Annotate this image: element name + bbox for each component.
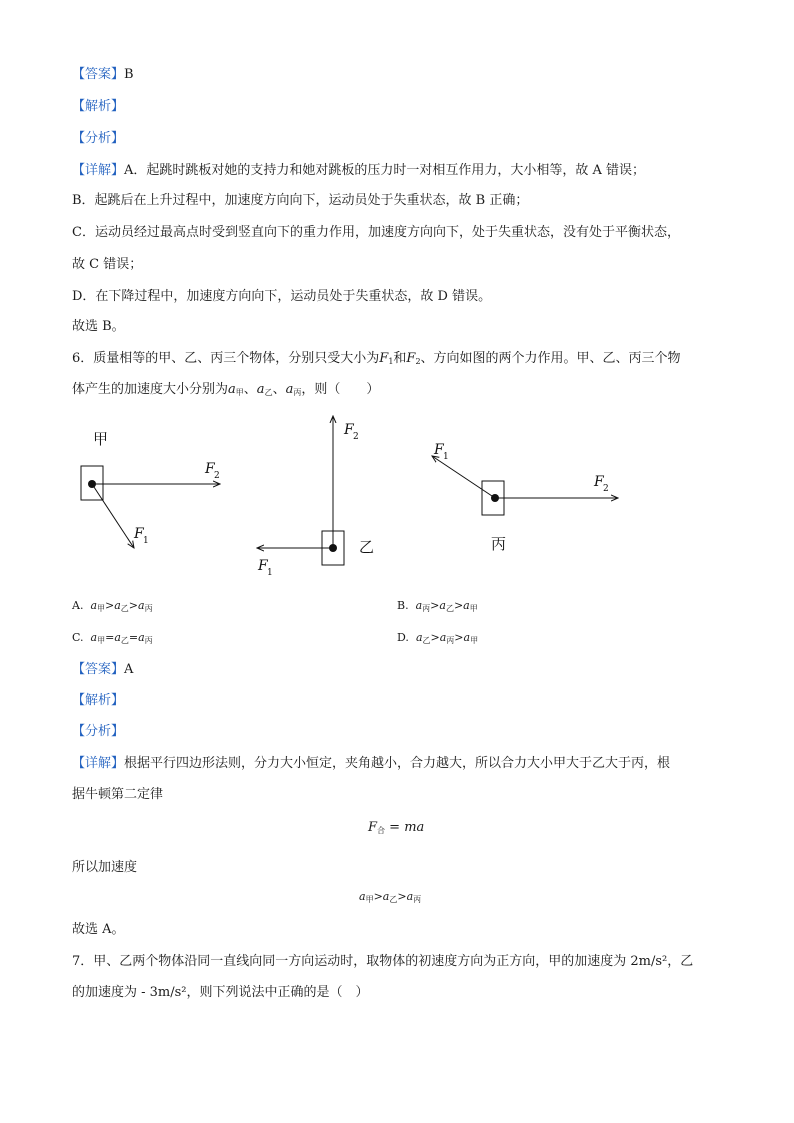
q6-answer-line: 【答案】A	[72, 662, 134, 677]
q5-line-c1: C．运动员经过最高点时受到竖直向下的重力作用，加速度方向向下，处于失重状态，没有处于平衡状态，	[72, 225, 680, 240]
q6-conclusion: 故选 A。	[72, 922, 125, 937]
label-jia: 甲	[93, 430, 109, 448]
option-d: D. $a_乙>a_丙>a_甲$	[397, 631, 479, 645]
detail-tag: 【详解】	[72, 163, 125, 178]
q7-stem-2: 的加速度为 - 3m/s²，则下列说法中正确的是（ ）	[72, 985, 369, 1000]
option-c: C. $a_甲=a_乙=a_丙$	[72, 631, 153, 645]
q6-stem-line2: 体产生的加速度大小分别为$a_甲$、$a_乙$、$a_丙$，则（ ）	[72, 382, 380, 397]
svg-text:1: 1	[267, 568, 273, 578]
q7-stem-1: 7．甲、乙两个物体沿同一直线向同一方向运动时，取物体的初速度方向为正方向，甲的加速度为 2m/s²，乙	[72, 954, 694, 969]
svg-text:F: F	[134, 526, 144, 542]
svg-text:1: 1	[443, 452, 449, 462]
formula-newton: $F_合$ = ma	[368, 820, 425, 835]
q5-line-b: B．起跳后在上升过程中，加速度方向向下，运动员处于失重状态，故 B 正确；	[72, 193, 529, 208]
q5-line-c2: 故 C 错误；	[72, 257, 143, 272]
svg-text:F: F	[258, 558, 268, 574]
answer-tag: 【答案】	[72, 67, 125, 82]
arrow-bing-f1	[432, 456, 495, 498]
q6-fenxi-tag: 【分析】	[72, 724, 125, 739]
q5-line-d: D．在下降过程中，加速度方向向下，运动员处于失重状态，故 D 错误。	[72, 289, 492, 304]
svg-text:F: F	[344, 422, 354, 438]
svg-text:2: 2	[353, 432, 359, 442]
answer-value: B	[124, 67, 134, 82]
option-a: A. $a_甲>a_乙>a_丙$	[72, 599, 153, 613]
arrow-jia-f1	[92, 484, 134, 548]
svg-text:2: 2	[214, 471, 220, 481]
option-b: B. $a_丙>a_乙>a_甲$	[397, 599, 478, 613]
q6-analysis-tag: 【解析】	[72, 693, 125, 708]
q5-answer-line	[72, 66, 134, 84]
q6-detail-1: 【详解】根据平行四边形法则，分力大小恒定，夹角越小，合力越大，所以合力大小甲大于乙大于丙，根	[72, 756, 671, 771]
force-diagram	[0, 400, 794, 590]
q5-detail-a: 【详解】A．起跳时跳板对她的支持力和她对跳板的压力时一对相互作用力，大小相等，故 A 错误；	[72, 163, 646, 178]
svg-text:F: F	[594, 474, 604, 490]
svg-text:2: 2	[603, 484, 609, 494]
formula-accel: $a_甲>a_乙>a_丙$	[359, 890, 422, 904]
q6-detail-2: 据牛顿第二定律	[72, 787, 164, 802]
q5-conclusion: 故选 B。	[72, 319, 125, 334]
label-yi: 乙	[359, 538, 375, 556]
label-bing: 丙	[491, 535, 507, 553]
svg-text:F: F	[205, 461, 215, 477]
q5-fenxi-tag: 【分析】	[72, 131, 125, 146]
q6-accel-text: 所以加速度	[72, 860, 138, 875]
q6-stem-line1: 6．质量相等的甲、乙、丙三个物体，分别只受大小为$F_1$和$F_2$、方向如图的两个力作用。甲、乙、丙三个物	[72, 351, 681, 366]
answer-value: A	[124, 662, 134, 677]
svg-text:F: F	[434, 442, 444, 458]
svg-text:1: 1	[143, 536, 149, 546]
q5-analysis-tag: 【解析】	[72, 99, 125, 114]
